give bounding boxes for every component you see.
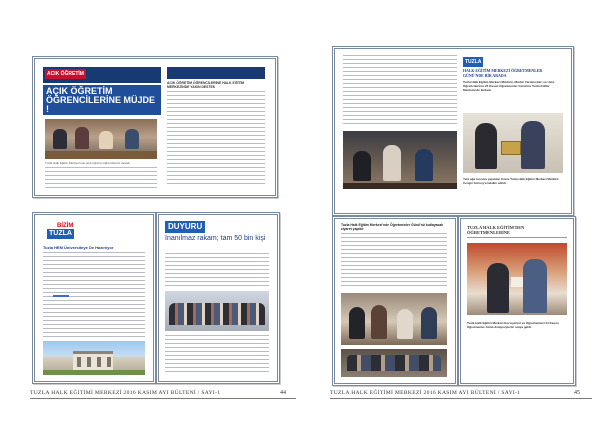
article-body-text	[45, 167, 157, 189]
newsletter-footer: TUZLA HALK EĞİTİMİ MERKEZİ 2016 KASIM AYI BÜLTENİ / SAYI-1	[330, 390, 521, 396]
clip-headline: TUZLA HALK EĞİTİM'DEN ÖĞRETMENLERİNE	[467, 225, 525, 236]
article-body-text	[165, 335, 269, 375]
duyuru-logo: DUYURU	[165, 221, 205, 233]
news-photo-award	[463, 113, 563, 173]
newspaper-logo: TUZLA	[465, 59, 482, 65]
headline-divider	[467, 237, 567, 238]
newsletter-footer: TUZLA HALK EĞİTİMİ MERKEZİ 2016 KASIM AYI BÜLTENİ / SAYI-1	[30, 390, 221, 396]
news-clip-visit	[332, 216, 458, 386]
page-number: 44	[280, 390, 286, 396]
news-clip-duyuru	[156, 212, 280, 384]
news-clip-open-education	[32, 56, 278, 198]
article-body-text	[165, 253, 269, 289]
news-clip-teachers-day	[332, 46, 574, 216]
clip-lead: Tuzla Halk Eğitim Merkezi Müdürü, Müdür Yardımcıları ve Usta Öğreticilerinin 24 Kasım Öğretmenler Günü'nü Tuzla Kültür Merkezinde kutladı.	[463, 81, 555, 92]
clip-headline: HALK EĞİTİM MERKEZİ ÖĞRETMENLER GÜNÜ'NDE BİR ARADA	[463, 69, 543, 78]
footer-rule	[330, 398, 592, 399]
clip-headline: Tuzla HEM Üniversiteye De Hazırlıyor	[43, 245, 114, 250]
clip-subhead: ACIK ÖĞRETİM ÖĞRENCİLERİNE HALK EĞİTİM MERKEZİNDE YAKIN DESTEK	[167, 81, 245, 90]
bizim-tuzla-logo: BİZİM TUZLA	[49, 223, 74, 237]
news-photo-building	[43, 341, 145, 375]
news-photo-celebration	[467, 243, 567, 315]
footer-rule	[30, 398, 296, 399]
newspaper-logo: ACIK ÖĞRETİM	[47, 71, 84, 77]
clip-headline: Tuzla Halk Eğitim Merkezi'nde Öğretmenler Günü'nü kutlayacak ziyaret yapıldı	[341, 223, 444, 232]
clip-headline: İnanılmaz rakam; tam 50 bin kişi	[165, 235, 266, 242]
article-body-text	[167, 91, 265, 187]
newsletter-page-right	[300, 0, 600, 424]
photo-caption: Tuzla Halk Eğitim Merkezi'nde açık öğretim öğrencilerine destek	[45, 161, 130, 165]
page-number: 45	[574, 390, 580, 396]
clip-headline: AÇIK ÖĞRETİM ÖĞRENCİLERİNE MÜJDE !	[46, 86, 156, 114]
news-clip-bizim-tuzla	[32, 212, 156, 384]
news-link-highlight	[53, 295, 69, 297]
news-clip-teachers	[458, 216, 576, 386]
photo-caption: Tuzla Halk Eğitim Merkezi Kursiyerleri ve Öğretmenleri 24 Kasım Öğretmenler Günü dolayısıyla bir araya geldi.	[467, 321, 559, 329]
news-photo-group	[165, 291, 269, 331]
article-body-text	[341, 233, 447, 289]
photo-caption: Yeni ağa turnuva yapanlar töreni Tuzla Halk Eğitim Merkezi Müdürü Cengiz Gürsoy'a takdim edildi.	[463, 177, 559, 185]
news-photo-visit	[341, 293, 447, 345]
news-photo-classroom	[45, 119, 157, 159]
news-photo-meeting	[341, 349, 447, 377]
news-photo-event	[343, 131, 457, 189]
article-body-text	[343, 55, 457, 127]
clip-header-bar	[167, 67, 265, 79]
